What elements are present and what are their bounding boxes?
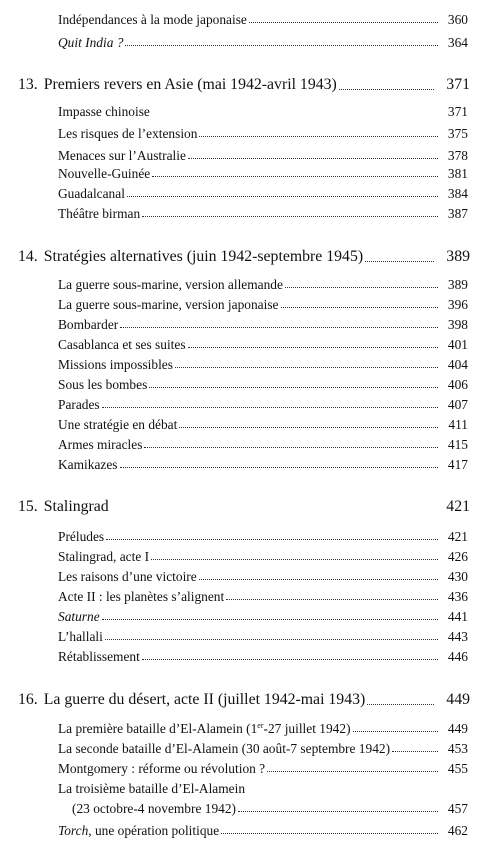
leader-dots xyxy=(106,539,438,540)
leader-dots xyxy=(125,45,438,46)
leader-dots xyxy=(144,447,438,448)
toc-entry xyxy=(58,338,468,351)
toc-entry-label: Menaces sur l’Australie xyxy=(58,148,186,163)
toc-entry-page: 371 xyxy=(447,104,468,119)
toc-entry-label: La guerre sous-marine, version japonaise xyxy=(58,297,279,312)
toc-entry-label: Parades xyxy=(58,397,100,412)
toc-entry-page: 406 xyxy=(447,377,468,392)
toc-entry-label: La seconde bataille d’El-Alamein (30 août-7 septembre 1942) xyxy=(58,741,391,756)
toc-entry xyxy=(58,318,468,331)
toc-entry-page: 398 xyxy=(447,317,468,332)
toc-entry xyxy=(58,570,468,583)
chapter-heading xyxy=(18,77,470,93)
leader-dots xyxy=(281,307,439,308)
toc-entry xyxy=(58,650,468,663)
leader-dots xyxy=(285,287,438,288)
toc-entry xyxy=(58,550,468,563)
toc-entry-page: 415 xyxy=(447,437,468,452)
toc-entry-label: Les raisons d’une victoire xyxy=(58,569,197,584)
leader-dots xyxy=(105,639,438,640)
toc-entry-page: 401 xyxy=(447,337,468,352)
toc-entry-label-part: La première bataille d’El-Alamein (1 xyxy=(58,721,258,736)
toc-entry-label: Kamikazes xyxy=(58,457,118,472)
toc-entry xyxy=(58,630,468,643)
toc-entry-page: 449 xyxy=(447,721,468,736)
chapter-heading xyxy=(18,249,470,265)
toc-entry xyxy=(58,458,468,471)
toc-entry-page: 443 xyxy=(447,629,468,644)
toc-entry-page: 421 xyxy=(447,529,468,544)
toc-entry-label-part: -27 juillet 1942) xyxy=(263,721,351,736)
toc-entry-page: 441 xyxy=(447,609,468,624)
toc-entry-page: 378 xyxy=(447,148,468,163)
toc-entry-label: Armes miracles xyxy=(58,437,143,452)
leader-dots xyxy=(238,811,438,812)
toc-entry-page: 387 xyxy=(447,206,468,221)
leader-dots xyxy=(392,751,438,752)
toc-entry xyxy=(58,782,468,795)
toc-entry xyxy=(58,127,468,140)
toc-entry-label: Montgomery : réforme ou révolution ? xyxy=(58,761,266,776)
toc-entry xyxy=(58,378,468,391)
toc-entry-page: 455 xyxy=(447,761,468,776)
toc-entry-page: 446 xyxy=(447,649,468,664)
toc-entry xyxy=(58,398,468,411)
chapter-page: 421 xyxy=(446,498,470,515)
toc-entry-page: 453 xyxy=(447,741,468,756)
leader-dots xyxy=(179,427,438,428)
chapter-page: 371 xyxy=(446,76,470,93)
toc-entry xyxy=(58,167,468,180)
toc-entry-page: 381 xyxy=(447,166,468,181)
toc-entry xyxy=(58,530,468,543)
chapter-heading xyxy=(18,499,470,515)
toc-entry-label: Rétablissement xyxy=(58,649,140,664)
toc-entry-label: Bombarder xyxy=(58,317,119,332)
leader-dots xyxy=(339,89,434,90)
toc-entry xyxy=(58,36,468,49)
toc-entry-page: 436 xyxy=(447,589,468,604)
chapter-title: Premiers revers en Asie (mai 1942-avril 1943) xyxy=(43,76,337,93)
toc-entry-label: La troisième bataille d’El-Alamein xyxy=(58,781,246,796)
toc-entry-label: Sous les bombes xyxy=(58,377,148,392)
toc-entry-label xyxy=(58,824,219,837)
toc-entry xyxy=(58,278,468,291)
leader-dots xyxy=(226,599,438,600)
toc-entry-page: 457 xyxy=(447,801,468,816)
toc-entry-page: 364 xyxy=(447,35,468,50)
leader-dots xyxy=(221,833,438,834)
leader-dots xyxy=(102,619,438,620)
chapter-title: La guerre du désert, acte II (juillet 1942-mai 1943) xyxy=(43,691,366,708)
toc-entry xyxy=(58,418,468,431)
leader-dots xyxy=(199,579,438,580)
toc-entry-label: Guadalcanal xyxy=(58,186,125,201)
leader-dots xyxy=(127,196,438,197)
toc-entry xyxy=(58,742,468,755)
toc-entry-page: 396 xyxy=(447,297,468,312)
toc-entry-label: L’hallali xyxy=(58,629,103,644)
toc-entry-label: Missions impossibles xyxy=(58,357,173,372)
toc-entry-label-continuation: (23 octobre-4 novembre 1942) xyxy=(72,801,236,816)
chapter-heading xyxy=(18,692,470,708)
toc-entry-label-part: Torch xyxy=(58,823,89,838)
toc-entry xyxy=(58,358,468,371)
chapter-page: 449 xyxy=(446,691,470,708)
toc-entry xyxy=(58,762,468,775)
toc-entry-label-part: , une opération politique xyxy=(88,823,220,838)
toc-entry-label: Préludes xyxy=(58,529,105,544)
ordinal-superscript: er xyxy=(257,721,264,730)
toc-entry-label: Les risques de l’extension xyxy=(58,126,198,141)
toc-entry-page: 360 xyxy=(447,12,468,27)
toc-entry-label: Saturne xyxy=(58,609,100,624)
toc-entry xyxy=(58,590,468,603)
toc-entry-label xyxy=(58,722,351,735)
leader-dots xyxy=(149,387,438,388)
toc-entry xyxy=(58,438,468,451)
chapter-page: 389 xyxy=(446,248,470,265)
toc-entry-page: 411 xyxy=(448,417,468,432)
toc-entry-label: Nouvelle-Guinée xyxy=(58,166,151,181)
leader-dots xyxy=(151,559,438,560)
leader-dots xyxy=(102,407,438,408)
toc-entry-label: Acte II : les planètes s’alignent xyxy=(58,589,225,604)
toc-entry-page: 384 xyxy=(447,186,468,201)
leader-dots xyxy=(142,216,438,217)
toc-entry-label: Une stratégie en débat xyxy=(58,417,178,432)
toc-entry xyxy=(58,802,468,815)
toc-entry-page: 404 xyxy=(447,357,468,372)
toc-entry xyxy=(58,610,468,623)
leader-dots xyxy=(365,261,434,262)
chapter-title: Stalingrad xyxy=(43,498,109,515)
toc-entry xyxy=(58,298,468,311)
leader-dots xyxy=(249,22,438,23)
leader-dots xyxy=(199,136,438,137)
chapter-number: 15. xyxy=(18,498,38,515)
leader-dots xyxy=(188,347,438,348)
leader-dots xyxy=(353,731,438,732)
toc-entry-label: Quit India ? xyxy=(58,35,124,50)
leader-dots xyxy=(188,158,438,159)
toc-entry xyxy=(58,722,468,735)
toc-entry xyxy=(58,149,468,162)
toc-entry xyxy=(58,187,468,200)
leader-dots xyxy=(152,176,438,177)
toc-entry-page: 426 xyxy=(447,549,468,564)
toc-entry-page: 417 xyxy=(447,457,468,472)
toc-entry xyxy=(58,824,468,837)
leader-dots xyxy=(120,327,438,328)
toc-entry-label: Stalingrad, acte I xyxy=(58,549,150,564)
toc-entry-label: La guerre sous-marine, version allemande xyxy=(58,277,283,292)
toc-entry-label: Impasse chinoise xyxy=(58,104,150,119)
toc-entry-page: 389 xyxy=(447,277,468,292)
leader-dots xyxy=(367,704,434,705)
toc-entry-page: 407 xyxy=(447,397,468,412)
toc-entry xyxy=(58,105,468,118)
toc-entry xyxy=(58,13,468,26)
toc-entry xyxy=(58,207,468,220)
toc-entry-page: 375 xyxy=(447,126,468,141)
chapter-number: 16. xyxy=(18,691,38,708)
leader-dots xyxy=(142,659,438,660)
toc-entry-page: 462 xyxy=(447,823,468,838)
chapter-number: 14. xyxy=(18,248,38,265)
toc-entry-label: Théâtre birman xyxy=(58,206,141,221)
chapter-title: Stratégies alternatives (juin 1942-septembre 1945) xyxy=(43,248,364,265)
chapter-number: 13. xyxy=(18,76,38,93)
toc-entry-label: Indépendances à la mode japonaise xyxy=(58,12,247,27)
leader-dots xyxy=(120,467,439,468)
toc-entry-page: 430 xyxy=(447,569,468,584)
leader-dots xyxy=(267,771,438,772)
leader-dots xyxy=(175,367,438,368)
toc-entry-label: Casablanca et ses suites xyxy=(58,337,186,352)
